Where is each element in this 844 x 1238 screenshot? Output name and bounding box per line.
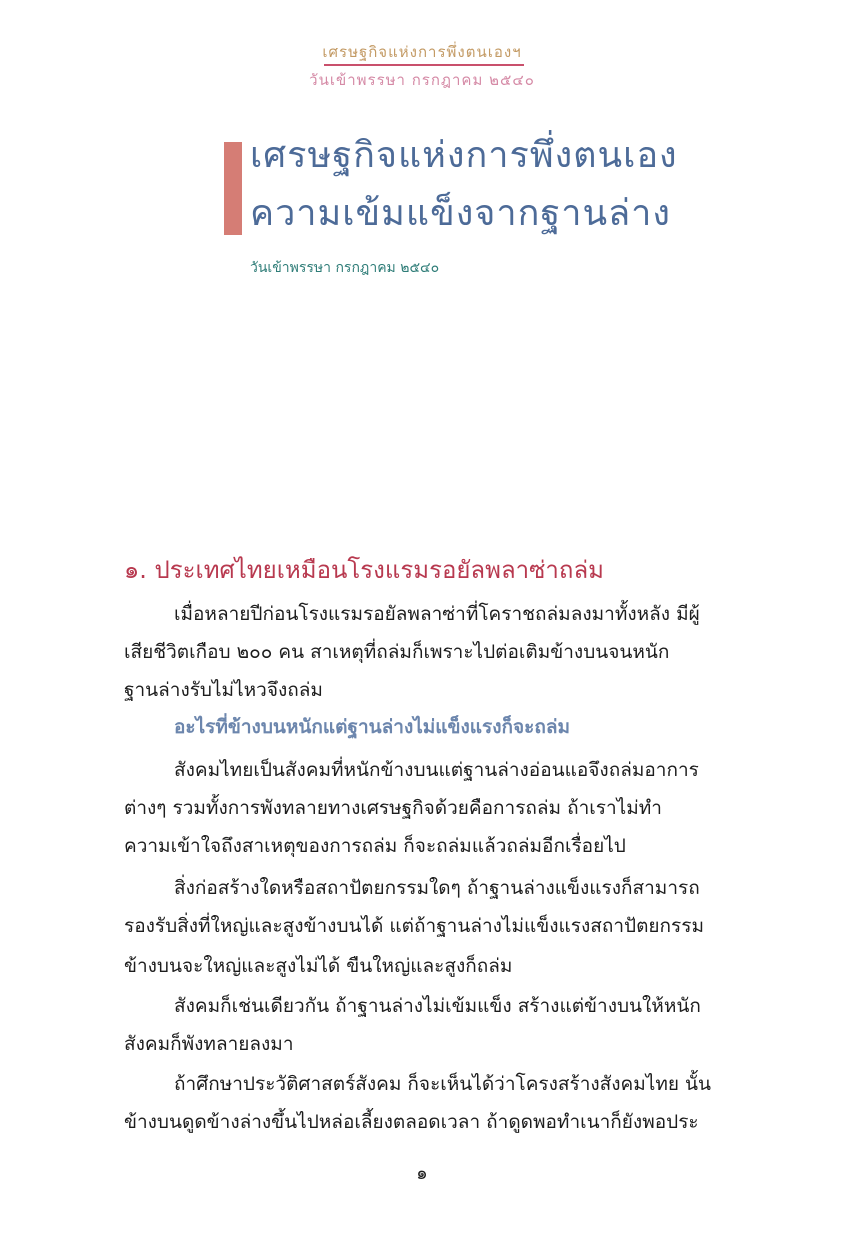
- title-line-1: เศรษฐกิจแห่งการพึ่งตนเอง: [250, 135, 678, 176]
- paragraph-line: ต่างๆ รวมทั้งการพังทลายทางเศรษฐกิจด้วยคือการถล่ม ถ้าเราไม่ทำ: [124, 797, 662, 819]
- paragraph-line: ความเข้าใจถึงสาเหตุของการถล่ม ก็จะถล่มแล้วถล่มอีกเรื่อยไป: [124, 835, 626, 857]
- section-subheading: อะไรที่ข้างบนหนักแต่ฐานล่างไม่แข็งแรงก็จะถล่ม: [174, 716, 571, 738]
- running-header-subtitle: วันเข้าพรรษา กรกฎาคม ๒๕๔๐: [309, 71, 535, 89]
- title-line-2: ความเข้มแข็งจากฐานล่าง: [250, 193, 671, 234]
- paragraph-line: เสียชีวิตเกือบ ๒๐๐ คน สาเหตุที่ถล่มก็เพราะไปต่อเติมข้างบนจนหนัก: [124, 641, 670, 663]
- paragraph-line: เมื่อหลายปีก่อนโรงแรมรอยัลพลาซ่าที่โคราชถล่มลงมาทั้งหลัง มีผู้: [174, 603, 700, 625]
- paragraph-line: สังคมก็พังทลายลงมา: [124, 1033, 294, 1055]
- running-header-title: เศรษฐกิจแห่งการพึ่งตนเองฯ: [322, 43, 522, 61]
- paragraph-line: ฐานล่างรับไม่ไหวจึงถล่ม: [124, 679, 323, 701]
- paragraph-line: รองรับสิ่งที่ใหญ่และสูงข้างบนได้ แต่ถ้าฐานล่างไม่แข็งแรงสถาปัตยกรรม: [124, 915, 704, 937]
- paragraph-line: สังคมไทยเป็นสังคมที่หนักข้างบนแต่ฐานล่างอ่อนแอจึงถล่มอาการ: [174, 759, 699, 781]
- page-number: ๑: [416, 1163, 428, 1184]
- paragraph-line: สังคมก็เช่นเดียวกัน ถ้าฐานล่างไม่เข้มแข็ง สร้างแต่ข้างบนให้หนัก: [174, 995, 701, 1017]
- title-date: วันเข้าพรรษา กรกฎาคม ๒๕๔๐: [250, 260, 440, 276]
- paragraph-line: ข้างบนจะใหญ่และสูงไม่ได้ ขืนใหญ่และสูงก็ถล่ม: [124, 955, 513, 977]
- title-accent-bar: [224, 142, 242, 235]
- section-heading: ๑. ประเทศไทยเหมือนโรงแรมรอยัลพลาซ่าถล่ม: [124, 556, 604, 584]
- running-header-rule: [324, 64, 524, 66]
- paragraph-line: ถ้าศึกษาประวัติศาสตร์สังคม ก็จะเห็นได้ว่าโครงสร้างสังคมไทย นั้น: [174, 1073, 711, 1095]
- paragraph-line: ข้างบนดูดข้างล่างขึ้นไปหล่อเลี้ยงตลอดเวลา ถ้าดูดพอทำเนาก็ยังพอประ: [124, 1111, 699, 1133]
- paragraph-line: สิ่งก่อสร้างใดหรือสถาปัตยกรรมใดๆ ถ้าฐานล่างแข็งแรงก็สามารถ: [174, 877, 700, 899]
